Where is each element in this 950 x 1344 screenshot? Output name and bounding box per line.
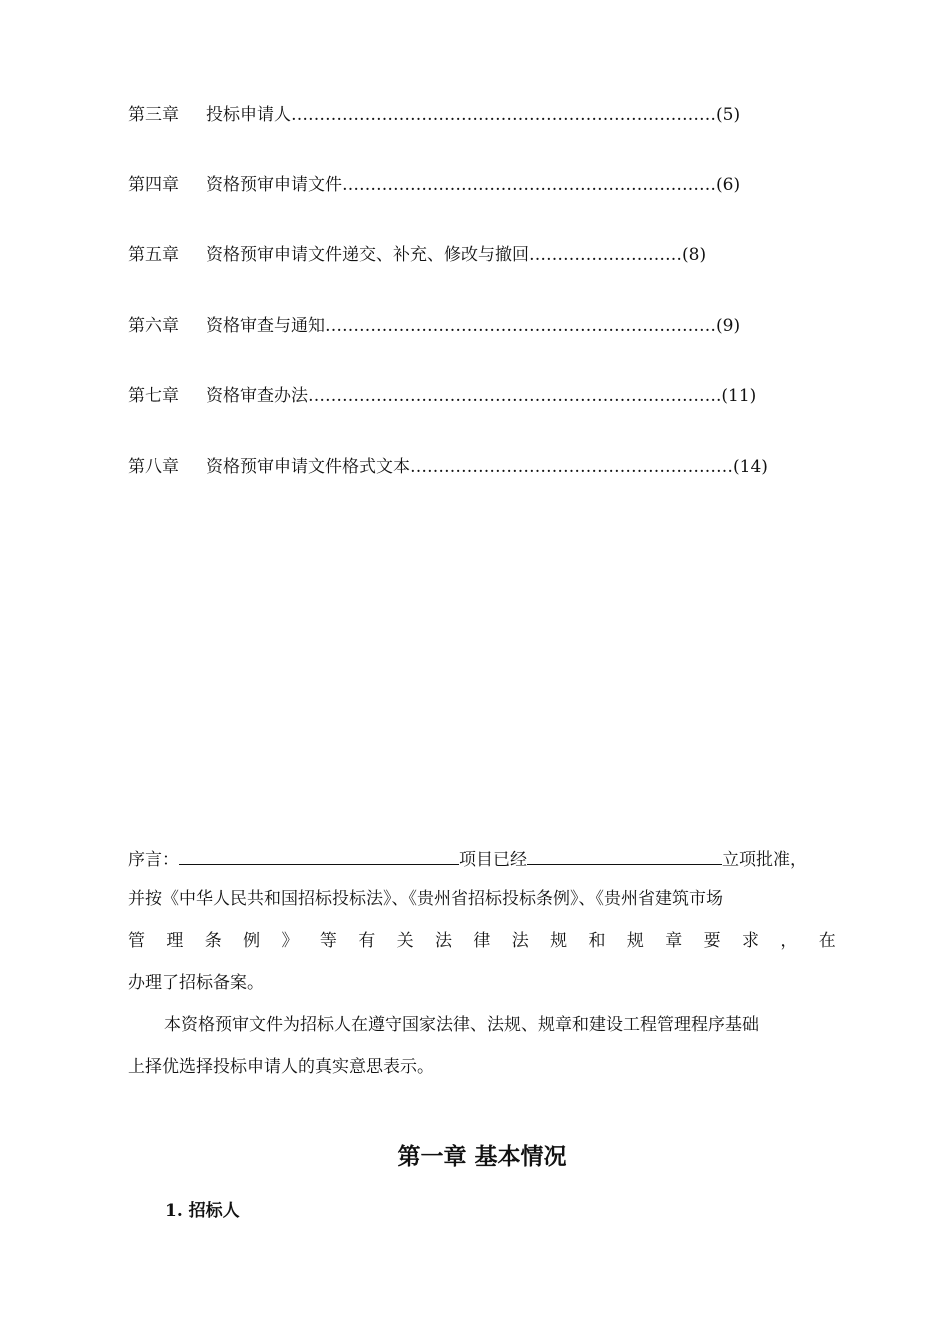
toc-chapter-number: 第三章: [128, 105, 179, 125]
toc-item[interactable]: [128, 456, 768, 478]
text-char: 要: [703, 931, 721, 951]
preface-paragraph-2-line-2: 上择优选择投标申请人的真实意思表示。: [128, 1057, 434, 1077]
toc-chapter-number: 第七章: [128, 386, 179, 406]
text-char: ，: [780, 931, 798, 951]
text-char: 规: [626, 931, 644, 951]
toc-chapter-title: 资格审查与通知: [206, 316, 325, 336]
text-char: 条: [204, 931, 222, 951]
toc-item[interactable]: [128, 385, 756, 407]
text-char: 理: [166, 931, 184, 951]
toc-chapter-number: 第六章: [128, 316, 179, 336]
toc-chapter-title: 资格预审申请文件递交、补充、修改与撤回: [206, 245, 529, 265]
preface-line-4: 办理了招标备案。: [128, 973, 264, 993]
text-char: 有: [358, 931, 376, 951]
toc-leader: ………………………………………………………………: [308, 386, 716, 406]
toc-chapter-title: 资格审查办法: [206, 386, 308, 406]
text-char: 例: [243, 931, 261, 951]
toc-item[interactable]: [128, 315, 740, 337]
section-title: 1. 招标人: [165, 1201, 240, 1221]
preface-mid-text: 项目已经: [459, 850, 527, 870]
text-char: 规: [550, 931, 568, 951]
toc-page-number: .(11): [716, 386, 757, 406]
text-char: 关: [396, 931, 414, 951]
toc-page-number: (9): [716, 316, 741, 336]
text-char: 求: [742, 931, 759, 951]
toc-chapter-title: 资格预审申请文件: [206, 175, 342, 195]
approval-authority-blank[interactable]: [527, 846, 722, 865]
toc-chapter-number: 第八章: [128, 457, 179, 477]
text-char: 》: [281, 931, 299, 951]
toc-chapter-number: 第四章: [128, 175, 179, 195]
toc-chapter-title: 资格预审申请文件格式文本: [206, 457, 410, 477]
toc-chapter-number: 第五章: [128, 245, 179, 265]
toc-page-number: (6): [716, 175, 741, 195]
text-char: 和: [588, 931, 606, 951]
toc-page-number: (8): [682, 245, 707, 265]
text-char: 法: [435, 931, 452, 951]
toc-leader: …………………………………………………: [410, 457, 733, 477]
text-char: 在: [818, 931, 836, 951]
toc-page-number: (14): [733, 457, 768, 477]
toc-leader: ……………………………………………………………: [325, 316, 716, 336]
toc-leader: …………………………………………………………: [342, 175, 716, 195]
toc-item[interactable]: [128, 104, 740, 126]
toc-page-number: (5): [716, 105, 741, 125]
project-name-blank[interactable]: [179, 846, 459, 865]
preface-end-text: 立项批准，: [722, 850, 807, 870]
text-char: 章: [665, 931, 683, 951]
preface-line-3: [128, 930, 836, 952]
text-char: 等: [319, 931, 337, 951]
toc-chapter-title: 投标申请人: [206, 105, 291, 125]
toc-leader: …………………………………………………………………: [291, 105, 716, 125]
preface-line-2: 并按《中华人民共和国招标投标法》、《贵州省招标投标条例》、《贵州省建筑市场: [128, 889, 723, 909]
preface-line-1: [128, 846, 807, 871]
text-char: 管: [128, 931, 145, 951]
toc-item[interactable]: [128, 244, 706, 266]
chapter-title: 第一章 基本情况: [397, 1143, 567, 1170]
preface-paragraph-2-line-1: 本资格预审文件为招标人在遵守国家法律、法规、规章和建设工程管理程序基础: [164, 1015, 759, 1035]
toc-leader: ………………………: [529, 245, 682, 265]
text-char: 法: [511, 931, 529, 951]
text-char: 律: [473, 931, 491, 951]
preface-label: 序言：: [128, 850, 179, 870]
toc-item[interactable]: [128, 174, 740, 196]
